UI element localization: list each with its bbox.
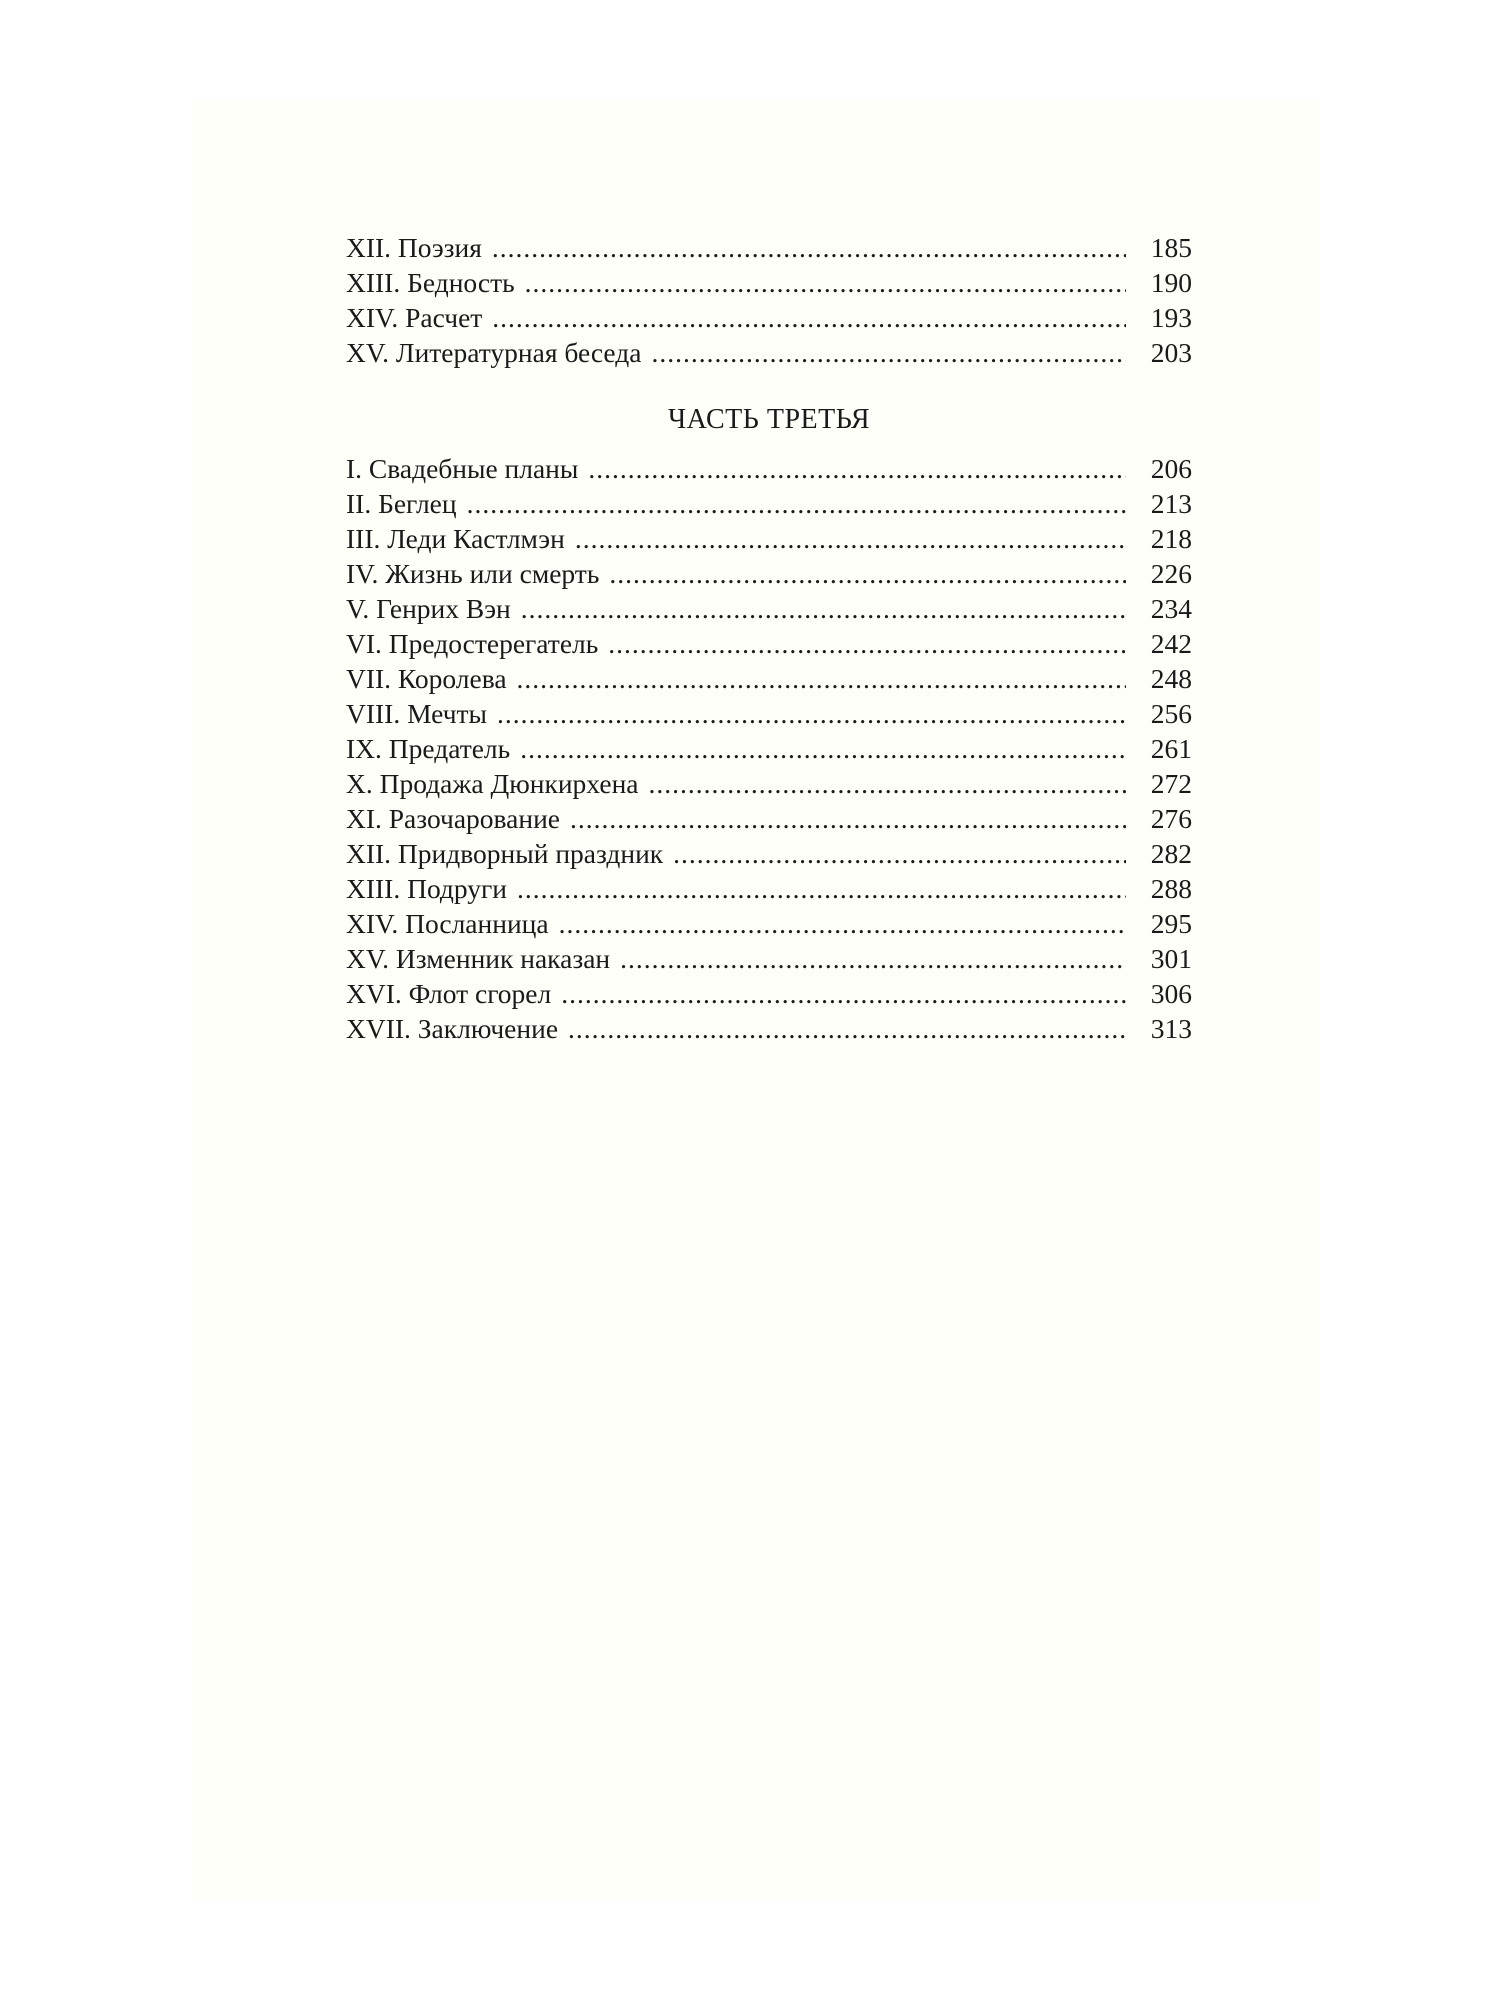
toc-entry-title: XI. Разочарование [346,803,561,834]
toc-entry-title: VII. Королева [346,663,507,694]
toc-entry-title: III. Леди Кастлмэн [346,523,565,554]
table-of-contents [346,230,1192,1046]
dot-leader [609,556,1126,591]
toc-entry-title: XVII. Заключение [346,1013,559,1044]
toc-entry-page: 226 [1150,558,1192,589]
dot-leader [521,591,1126,626]
dot-leader [517,661,1126,696]
toc-entry-page: 301 [1150,943,1192,974]
dot-leader [561,976,1126,1011]
toc-entry-page: 313 [1150,1013,1192,1044]
toc-entry [346,661,1192,696]
toc-entry-page: 185 [1150,232,1192,263]
toc-entry-page: 206 [1150,453,1192,484]
part-heading: ЧАСТЬ ТРЕТЬЯ [667,404,871,435]
dot-leader [559,906,1126,941]
toc-entry [346,801,1192,836]
dot-leader [673,836,1126,871]
dot-leader [497,696,1126,731]
dot-leader [568,1011,1126,1046]
toc-entry [346,871,1192,906]
toc-entry [346,335,1192,370]
toc-entry-page: 248 [1150,663,1192,694]
toc-entry-title: VIII. Мечты [346,698,488,729]
toc-entry [346,451,1192,486]
toc-entry-title: IX. Предатель [346,733,511,764]
toc-entry [346,766,1192,801]
dot-leader [570,801,1126,836]
toc-entry-title: XIII. Бедность [346,267,515,298]
toc-entry [346,265,1192,300]
toc-entry [346,731,1192,766]
dot-leader [649,766,1127,801]
toc-entry [346,556,1192,591]
toc-entry-page: 218 [1150,523,1192,554]
dot-leader [517,871,1126,906]
book-page [192,100,1320,1900]
toc-entry-title: XV. Литературная беседа [346,337,642,368]
toc-entry [346,486,1192,521]
toc-entry-page: 295 [1150,908,1192,939]
toc-entry-page: 193 [1150,302,1192,333]
toc-entry-title: XII. Придворный праздник [346,838,664,869]
toc-entry-page: 190 [1150,267,1192,298]
toc-entry-page: 306 [1150,978,1192,1009]
toc-entry [346,906,1192,941]
toc-entry-page: 288 [1150,873,1192,904]
dot-leader [608,626,1126,661]
toc-entry [346,521,1192,556]
toc-entry [346,591,1192,626]
toc-entry-title: V. Генрих Вэн [346,593,511,624]
toc-entry-title: X. Продажа Дюнкирхена [346,768,639,799]
toc-entry-page: 282 [1150,838,1192,869]
toc-entry-page: 213 [1150,488,1192,519]
toc-entry-title: XV. Изменник наказан [346,943,611,974]
toc-entry-title: I. Свадебные планы [346,453,579,484]
toc-entry-title: II. Беглец [346,488,457,519]
dot-leader [520,731,1126,766]
dot-leader [651,335,1126,370]
toc-entry-title: XII. Поэзия [346,232,482,263]
dot-leader [575,521,1126,556]
toc-entry [346,1011,1192,1046]
toc-part-two-tail [346,230,1192,370]
toc-entry-page: 234 [1150,593,1192,624]
toc-entry-page: 242 [1150,628,1192,659]
toc-entry-title: XIV. Расчет [346,302,483,333]
toc-entry-page: 203 [1150,337,1192,368]
toc-entry-title: XIII. Подруги [346,873,508,904]
toc-entry [346,230,1192,265]
dot-leader [588,451,1126,486]
dot-leader [492,300,1126,335]
toc-entry [346,941,1192,976]
dot-leader [492,230,1126,265]
toc-entry-title: XIV. Посланница [346,908,549,939]
toc-part-three [346,451,1192,1046]
toc-entry [346,300,1192,335]
toc-entry-title: IV. Жизнь или смерть [346,558,600,589]
dot-leader [467,486,1126,521]
toc-entry-page: 276 [1150,803,1192,834]
toc-entry [346,976,1192,1011]
toc-entry-title: VI. Предостерегатель [346,628,599,659]
toc-entry [346,696,1192,731]
toc-entry-page: 272 [1150,768,1192,799]
dot-leader [620,941,1126,976]
toc-entry-page: 256 [1150,698,1192,729]
toc-entry [346,836,1192,871]
toc-entry-page: 261 [1150,733,1192,764]
toc-entry-title: XVI. Флот сгорел [346,978,552,1009]
dot-leader [525,265,1126,300]
toc-entry [346,626,1192,661]
